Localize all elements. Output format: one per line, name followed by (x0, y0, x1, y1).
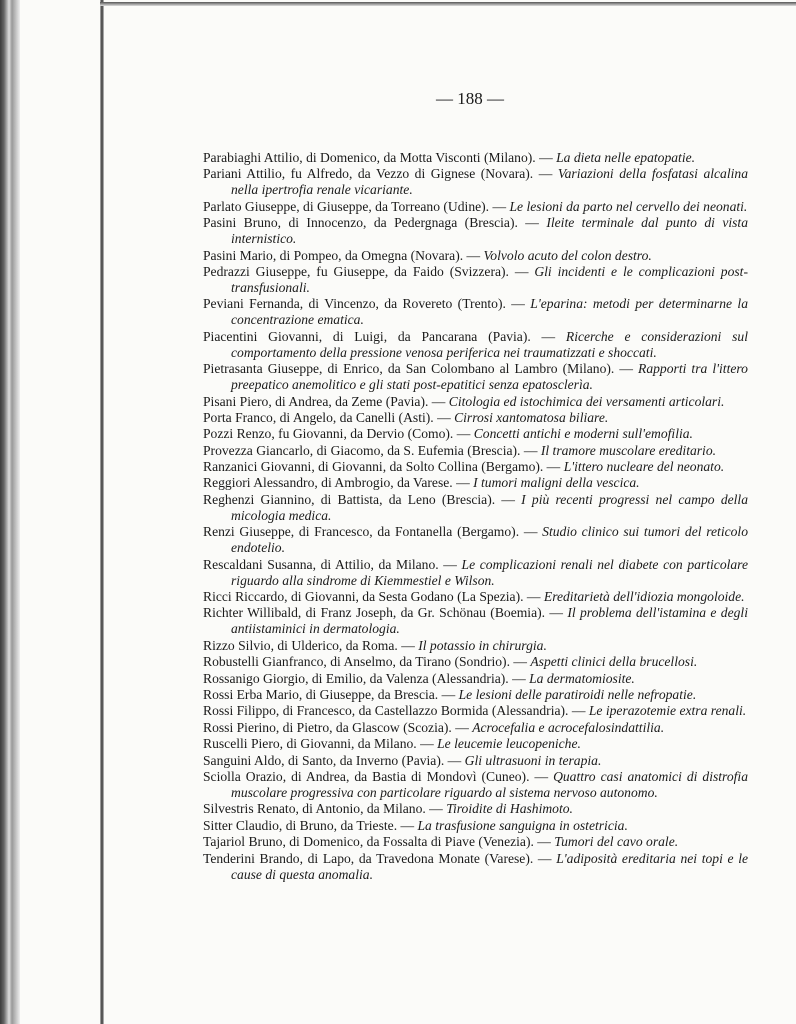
entry-title: Gli incidenti e le complicazioni post-transfusionali. (231, 263, 748, 295)
entry-title: Quattro casi anatomici di distrofia muscolare progressiva con particolare riguardo al sistema nervoso autonomo. (231, 768, 748, 800)
entry-title: I più recenti progressi nel campo della micologia medica. (231, 491, 749, 523)
entry-title: Ricerche e considerazioni sul comportamento della pressione venosa periferica nei traumatizzati e shoccati. (231, 328, 748, 360)
list-item (203, 638, 748, 654)
entry-author: Pozzi Renzo, fu Giovanni, da Dervio (Como). — (203, 426, 471, 442)
entry-author: Ricci Riccardo, di Giovanni, da Sesta Godano (La Spezia). — (203, 589, 541, 605)
list-item (203, 215, 748, 247)
entry-author: Sitter Claudio, di Bruno, da Trieste. — (203, 817, 415, 833)
entry-author: Pedrazzi Giuseppe, fu Giuseppe, da Faido (Svizzera). — (203, 263, 529, 279)
thesis-list (203, 150, 748, 883)
list-item (203, 605, 748, 637)
list-item (203, 818, 748, 834)
list-item (203, 459, 748, 475)
entry-author: Porta Franco, di Angelo, da Canelli (Asti). — (203, 409, 451, 425)
entry-author: Pasini Bruno, di Innocenzo, da Pedergnaga (Brescia). — (203, 215, 539, 231)
list-item (203, 264, 748, 296)
entry-author: Rossanigo Giorgio, di Emilio, da Valenza (Alessandria). — (203, 670, 526, 686)
entry-author: Reghenzi Giannino, di Battista, da Leno (Brescia). — (203, 491, 515, 507)
entry-title: Volvolo acuto del colon destro. (483, 247, 652, 263)
list-item (203, 410, 748, 426)
entry-title: Cirrosi xantomatosa biliare. (454, 409, 609, 425)
entry-author: Rossi Erba Mario, di Giuseppe, da Brescia. — (203, 686, 456, 702)
entry-author: Rossi Filippo, di Francesco, da Castellazzo Bormida (Alessandria). — (203, 703, 586, 719)
entry-author: Tenderini Brando, di Lapo, da Travedona Monate (Varese). — (203, 850, 552, 866)
entry-title: Il tramore muscolare ereditario. (540, 442, 717, 458)
entry-title: Le complicazioni renali nel diabete con particolare riguardo alla sindrome di Kiemmestiel e Wilson. (231, 556, 749, 588)
list-item (203, 654, 748, 670)
entry-title: Studio clinico sui tumori del reticolo endotelio. (231, 524, 748, 556)
entry-author: Piacentini Giovanni, di Luigi, da Pancarana (Pavia). — (203, 328, 556, 344)
entry-title: L'ittero nucleare del neonato. (563, 459, 725, 475)
scan-edge-left (0, 0, 20, 1024)
entry-author: Pietrasanta Giuseppe, di Enrico, da San Colombano al Lambro (Milano). — (203, 361, 633, 377)
entry-title: L'eparina: metodi per determinarne la concentrazione ematica. (231, 296, 748, 328)
list-item (203, 166, 748, 198)
list-item (203, 248, 748, 264)
page-number: — 188 — (436, 89, 504, 108)
entry-title: Tumori del cavo orale. (554, 834, 679, 850)
scan-binding-line (100, 0, 104, 1024)
list-item (203, 801, 748, 817)
entry-title: Concetti antichi e moderni sull'emofilia. (473, 426, 693, 442)
entry-title: Ereditarietà dell'idiozia mongoloide. (543, 589, 745, 605)
entry-title: Variazioni della fosfatasi alcalina nella ipertrofia renale vicariante. (231, 166, 748, 198)
list-item (203, 703, 748, 719)
list-item (203, 769, 748, 801)
entry-author: Reggiori Alessandro, di Ambrogio, da Varese. — (203, 475, 470, 491)
list-item (203, 736, 748, 752)
entry-author: Peviani Fernanda, di Vincenzo, da Rovereto (Trento). — (203, 296, 525, 312)
entry-title: Ileite terminale dal punto di vista internistico. (231, 215, 748, 247)
list-item (203, 150, 748, 166)
entry-author: Parlato Giuseppe, di Giuseppe, da Torreano (Udine). — (203, 198, 507, 214)
entry-title: Aspetti clinici della brucellosi. (530, 654, 698, 670)
entry-author: Richter Willibald, di Franz Joseph, da Gr. Schönau (Boemia). — (203, 605, 563, 621)
scan-edge-top (100, 2, 796, 6)
list-item (203, 199, 748, 215)
list-item (203, 834, 748, 850)
entry-title: Gli ultrasuoni in terapia. (464, 752, 602, 768)
list-item (203, 394, 748, 410)
entry-title: Rapporti tra l'ittero preepatico anemolitico e gli stati post-epatitici senza epatosclerìa. (231, 361, 748, 393)
list-item (203, 492, 748, 524)
entry-author: Rescaldani Susanna, di Attilio, da Milano. — (203, 556, 457, 572)
list-item (203, 589, 748, 605)
entry-title: La trasfusione sanguigna in ostetricia. (417, 817, 628, 833)
entry-title: La dermatomiosite. (529, 670, 635, 686)
list-item (203, 720, 748, 736)
list-item (203, 443, 748, 459)
entry-author: Ruscelli Piero, di Giovanni, da Milano. — (203, 736, 434, 752)
list-item (203, 671, 748, 687)
entry-author: Rizzo Silvio, di Ulderico, da Roma. — (203, 637, 415, 653)
entry-title: Le lesioni delle paratiroidi nelle nefropatie. (458, 686, 697, 702)
entry-title: La dieta nelle epatopatie. (556, 150, 696, 165)
entry-author: Robustelli Gianfranco, di Anselmo, da Tirano (Sondrio). — (203, 654, 527, 670)
list-item (203, 426, 748, 442)
entry-title: Il potassio in chirurgia. (418, 637, 547, 653)
list-item (203, 329, 748, 361)
list-item (203, 475, 748, 491)
entry-title: Il problema dell'istamina e degli antiistaminici in dermatologia. (231, 605, 748, 637)
entry-author: Parabiaghi Attilio, di Domenico, da Motta Visconti (Milano). — (203, 150, 553, 165)
entry-author: Pariani Attilio, fu Alfredo, da Vezzo di Gignese (Novara). — (203, 166, 553, 182)
entry-title: Tiroidite di Hashimoto. (446, 801, 573, 817)
list-item (203, 296, 748, 328)
entry-author: Silvestris Renato, di Antonio, da Milano. — (203, 801, 443, 817)
entry-author: Pasini Mario, di Pompeo, da Omegna (Novara). — (203, 247, 481, 263)
entry-title: Acrocefalia e acrocefalosindattilia. (472, 719, 665, 735)
entry-title: Citologia ed istochimica dei versamenti articolari. (448, 393, 725, 409)
entry-author: Rossi Pierino, di Pietro, da Glascow (Scozia). — (203, 719, 469, 735)
list-item (203, 361, 748, 393)
entry-title: I tumori maligni della vescica. (473, 475, 640, 491)
entry-title: Le leucemie leucopeniche. (437, 736, 581, 752)
entry-author: Ranzanici Giovanni, di Giovanni, da Solto Collina (Bergamo). — (203, 459, 561, 475)
list-item (203, 753, 748, 769)
entry-author: Pisani Piero, di Andrea, da Zeme (Pavia). — (203, 393, 446, 409)
list-item (203, 524, 748, 556)
entry-title: Le iperazotemie extra renali. (588, 703, 747, 719)
entry-title: L'adiposità ereditaria nei topi e le cause di questa anomalia. (231, 850, 749, 882)
entry-author: Provezza Giancarlo, di Giacomo, da S. Eufemia (Brescia). — (203, 442, 538, 458)
list-item (203, 851, 748, 883)
list-item (203, 687, 748, 703)
entry-author: Sanguini Aldo, di Santo, da Inverno (Pavia). — (203, 752, 462, 768)
entry-author: Renzi Giuseppe, di Francesco, da Fontanella (Bergamo). — (203, 524, 538, 540)
entry-author: Tajariol Bruno, di Domenico, da Fossalta di Piave (Venezia). — (203, 834, 551, 850)
list-item (203, 557, 748, 589)
entry-author: Sciolla Orazio, di Andrea, da Bastia di Mondovì (Cuneo). — (203, 768, 549, 784)
entry-title: Le lesioni da parto nel cervello dei neonati. (509, 198, 748, 214)
